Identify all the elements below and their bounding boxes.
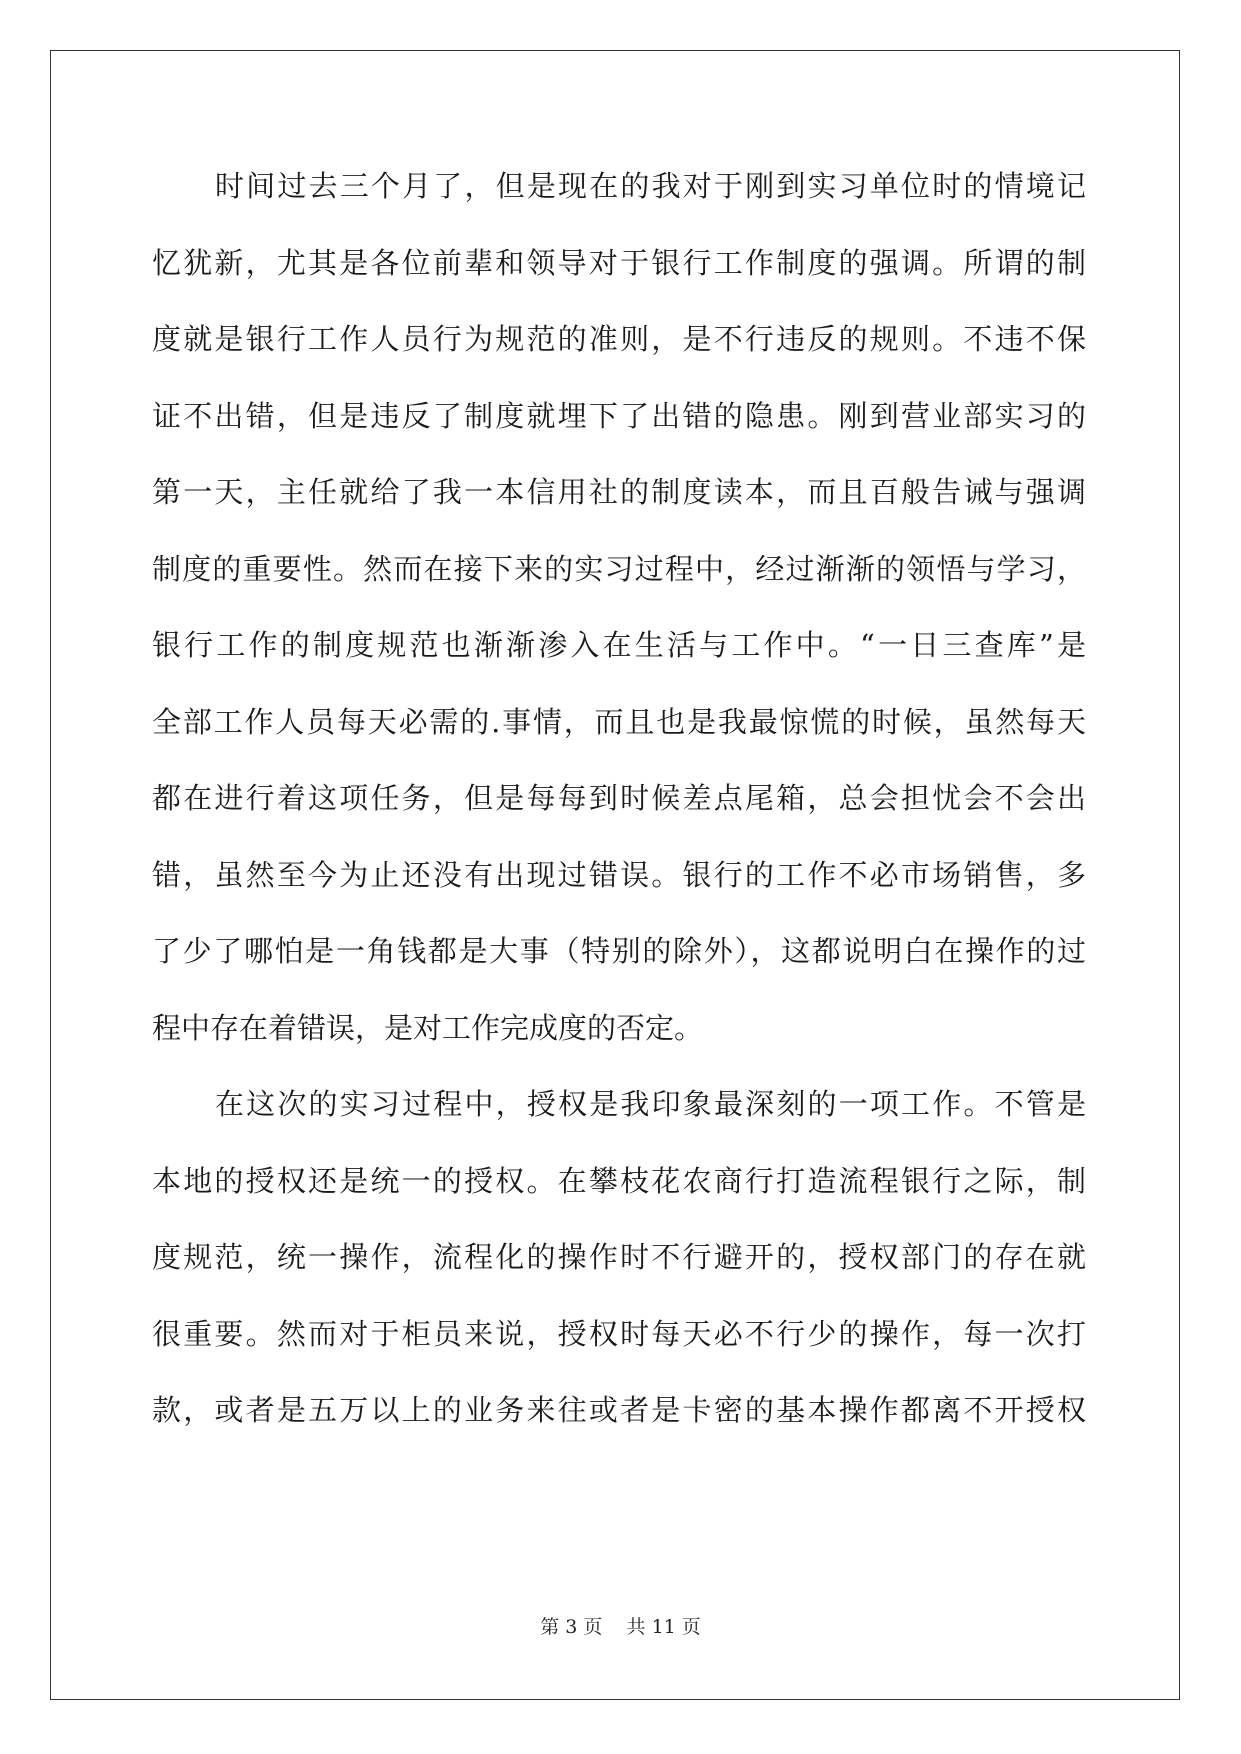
text-line: 程中存在着错误，是对工作完成度的否定。 <box>152 1010 704 1045</box>
text-line: 度规范，统一操作，流程化的操作时不行避开的，授权部门的存在就 <box>152 1240 1086 1274</box>
text-line: 很重要。然而对于柜员来说，授权时每天必不行少的操作，每一次打 <box>152 1316 1086 1351</box>
text-line: 忆犹新，尤其是各位前辈和领导对于银行工作制度的强调。所谓的制 <box>152 245 1086 280</box>
page-label: 第 3 页 共 11 页 <box>540 1616 701 1638</box>
text-line: 银行工作的制度规范也渐渐渗入在生活与工作中。“一日三查库”是 <box>152 628 1086 662</box>
text-line: 第一天，主任就给了我一本信用社的制度读本，而且百般告诫与强调 <box>152 475 1086 509</box>
text-line: 本地的授权还是统一的授权。在攀枝花农商行打造流程银行之际，制 <box>152 1163 1086 1198</box>
text-line: 错，虽然至今为止还没有出现过错误。银行的工作不必市场销售，多 <box>152 857 1086 892</box>
text-line: 全部工作人员每天必需的.事情，而且也是我最惊慌的时候，虽然每天 <box>152 704 1086 739</box>
paragraph <box>152 160 1086 1078</box>
text-line: 制度的重要性。然而在接下来的实习过程中，经过渐渐的领悟与学习， <box>152 551 1086 586</box>
text-line: 度就是银行工作人员行为规范的准则，是不行违反的规则。不违不保 <box>152 322 1086 356</box>
document-body <box>152 160 1086 1461</box>
paragraph <box>152 1078 1086 1461</box>
text-line: 了少了哪怕是一角钱都是大事（特别的除外），这都说明白在操作的过 <box>152 934 1086 968</box>
text-line: 款，或者是五万以上的业务来往或者是卡密的基本操作都离不开授权 <box>152 1393 1086 1427</box>
text-line: 都在进行着这项任务，但是每每到时候差点尾箱，总会担忧会不会出 <box>152 781 1086 815</box>
text-line: 证不出错，但是违反了制度就埋下了出错的隐患。刚到营业部实习的 <box>152 398 1086 433</box>
text-line: 时间过去三个月了，但是现在的我对于刚到实习单位时的情境记 <box>215 169 1086 203</box>
page-number-footer <box>0 1615 1241 1639</box>
text-line: 在这次的实习过程中，授权是我印象最深刻的一项工作。不管是 <box>215 1087 1086 1121</box>
